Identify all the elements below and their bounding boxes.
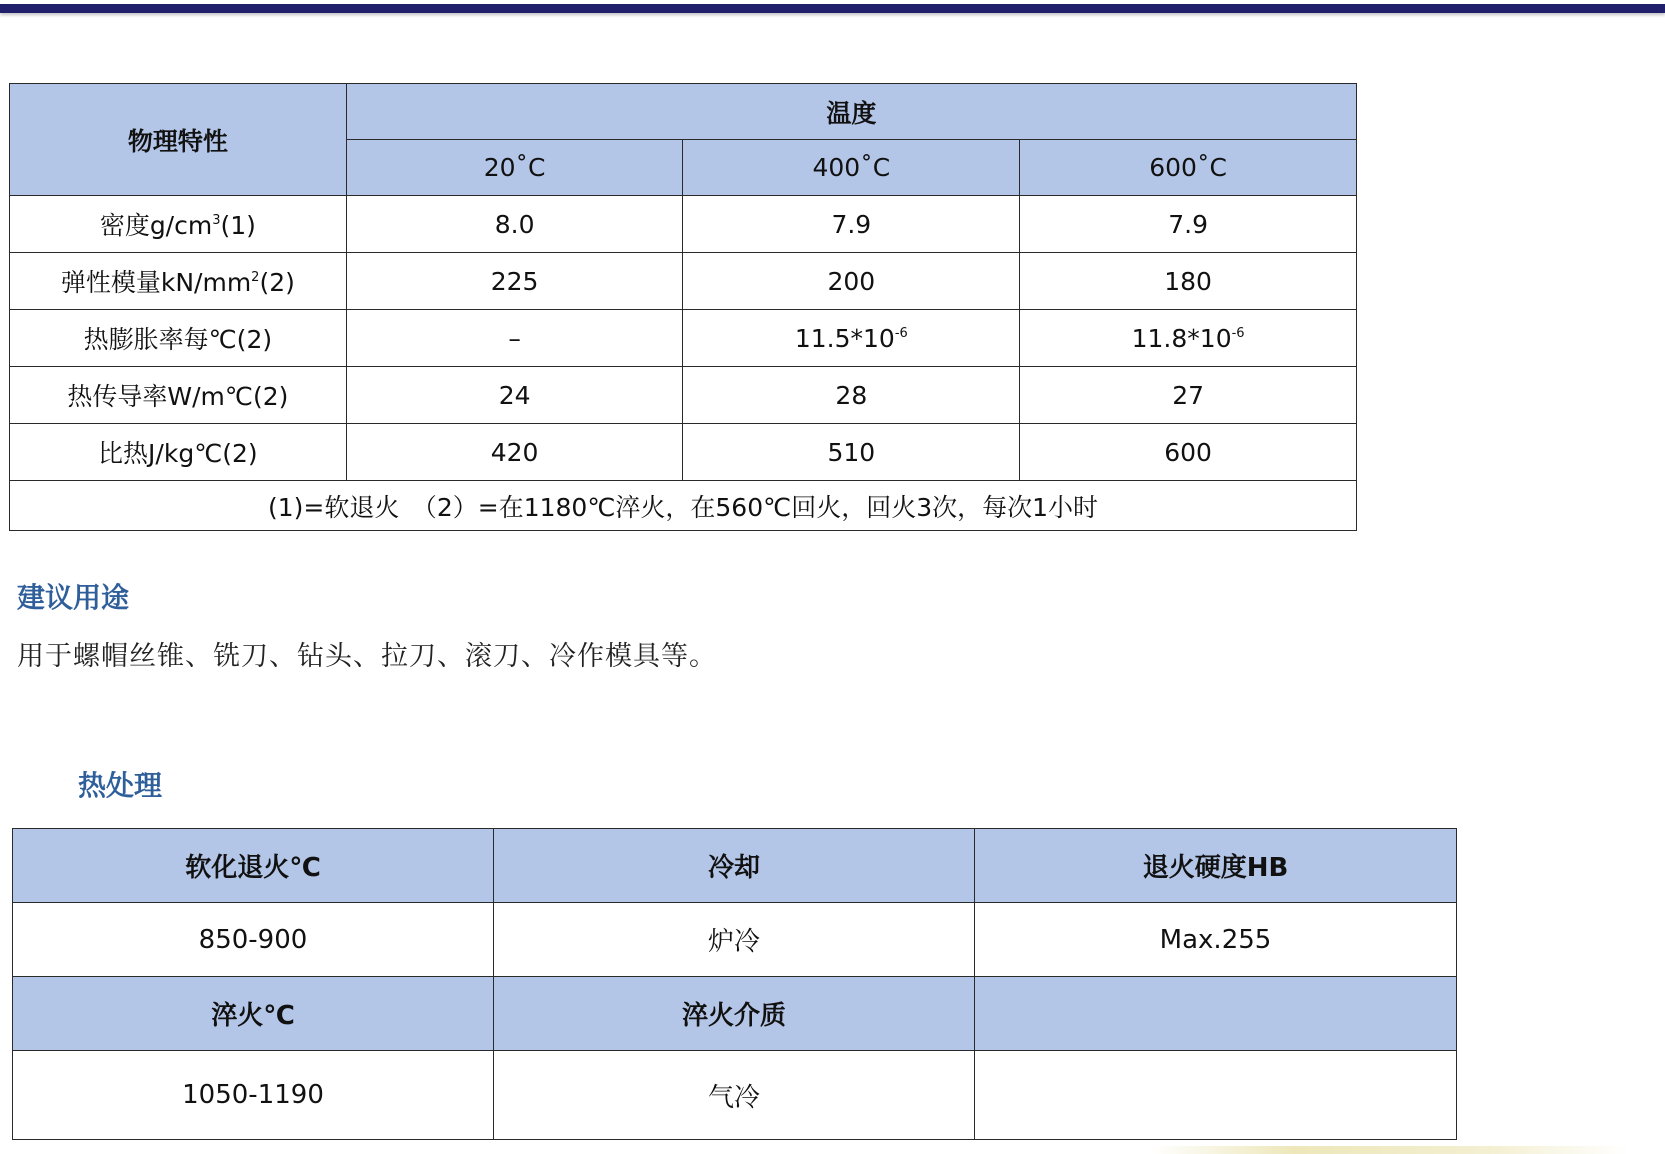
property-value: 24: [346, 367, 683, 424]
header-cell: [975, 977, 1457, 1051]
table-cell: 850-900: [13, 903, 494, 977]
table-row: [10, 196, 1357, 253]
usage-text: 用于螺帽丝锥、铣刀、钻头、拉刀、滚刀、冷作模具等。: [17, 641, 717, 672]
property-column-header: 物理特性: [10, 84, 347, 196]
page-edge-artifact: [1150, 1146, 1630, 1154]
header-cell: 软化退火℃: [13, 829, 494, 903]
property-value: 7.9: [1020, 196, 1357, 253]
header-cell: 淬火介质: [494, 977, 975, 1051]
table-header-row: [13, 977, 1457, 1051]
table-cell: Max.255: [975, 903, 1457, 977]
property-value: 420: [346, 424, 683, 481]
table-cell: 炉冷: [494, 903, 975, 977]
property-value: 27: [1020, 367, 1357, 424]
table-row: [13, 903, 1457, 977]
property-value: $11.5*10^{-6}$: [683, 310, 1020, 367]
table-cell: 气冷: [494, 1051, 975, 1140]
usage-heading: 建议用途: [17, 581, 130, 614]
table-cell: [975, 1051, 1457, 1140]
property-value: 200: [683, 253, 1020, 310]
physical-properties-table: [9, 83, 1357, 531]
property-label: 密度$g/cm^3(1)$: [10, 196, 347, 253]
property-value: 510: [683, 424, 1020, 481]
property-value: $11.8*10^{-6}$: [1020, 310, 1357, 367]
temp-header-400: 400˚C: [683, 140, 1020, 196]
table-row: [10, 424, 1357, 481]
table-cell: 1050-1190: [13, 1051, 494, 1140]
table-row: [10, 367, 1357, 424]
property-label: 热膨胀率每℃(2): [10, 310, 347, 367]
property-value: 28: [683, 367, 1020, 424]
top-divider: [0, 4, 1665, 13]
heat-treatment-table: [12, 828, 1457, 1140]
property-value: 225: [346, 253, 683, 310]
table-row: [13, 1051, 1457, 1140]
header-cell: 冷却: [494, 829, 975, 903]
property-value: 7.9: [683, 196, 1020, 253]
header-cell: 淬火℃: [13, 977, 494, 1051]
table-row: [10, 253, 1357, 310]
property-value: 8.0: [346, 196, 683, 253]
property-value: –: [346, 310, 683, 367]
table-footnote: (1)=软退火 （2）=在1180℃淬火，在560℃回火，回火3次，每次1小时: [10, 481, 1357, 531]
property-value: 600: [1020, 424, 1357, 481]
temperature-header: 温度: [346, 84, 1356, 140]
temp-header-600: 600˚C: [1020, 140, 1357, 196]
heat-treatment-heading: 热处理: [78, 769, 163, 802]
table-row: [10, 310, 1357, 367]
property-value: 180: [1020, 253, 1357, 310]
table-header-row: [13, 829, 1457, 903]
header-cell: 退火硬度HB: [975, 829, 1457, 903]
property-label: 热传导率W/m℃(2): [10, 367, 347, 424]
temp-header-20: 20˚C: [346, 140, 683, 196]
property-label: 弹性模量$kN/mm^2(2)$: [10, 253, 347, 310]
property-label: 比热J/kg℃(2): [10, 424, 347, 481]
